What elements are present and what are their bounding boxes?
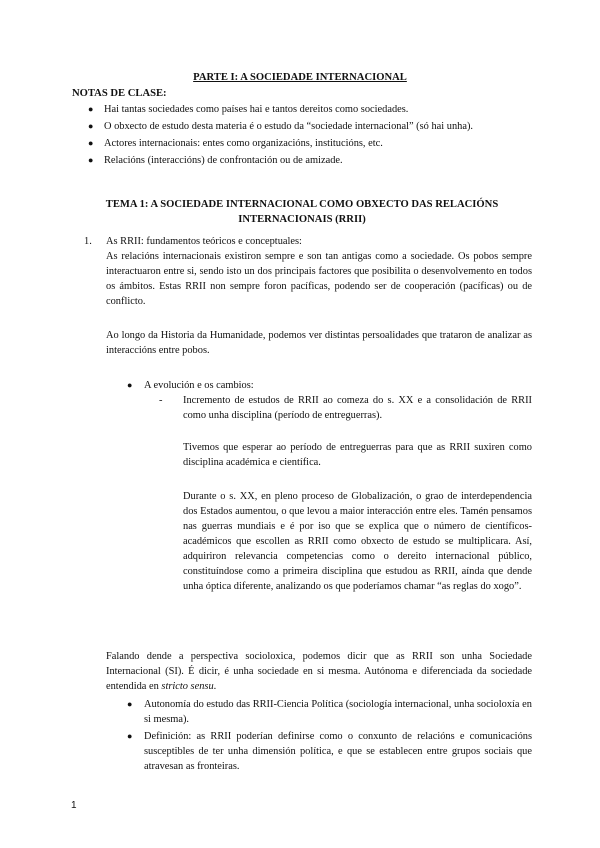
bullet-icon: ● <box>127 731 133 741</box>
section-1-body-2 <box>106 328 532 358</box>
notes-list <box>88 102 532 170</box>
bullet-icon: ● <box>127 699 133 709</box>
list-item: ● Definición: as RRII poderían definirse como o conxunto de relacións e comunicacións susceptibles de ter unha dimensión política, e que se establecen entre grupos sociais que atravesan as fronteiras. <box>127 731 532 772</box>
list-item: ● Autonomía do estudo das RRII-Ciencia Política (sociología internacional, unha socioloxía en si mesma). <box>127 699 532 725</box>
bullet-icon: ● <box>88 104 94 114</box>
notes-heading: NOTAS DE CLASE: <box>72 88 167 99</box>
bullet-icon: ● <box>88 121 94 131</box>
evolution-bullet: ● A evolución e os cambios: <box>127 380 254 391</box>
list-item: ● Relacións (interaccións) de confrontación ou de amizade. <box>88 155 343 166</box>
section-1-body <box>106 249 532 309</box>
dash-paragraph-1: Incremento de estudos de RRII ao comeza do s. XX e a consolidación de RRII como unha disciplina (período de entreguerras). <box>183 395 532 421</box>
list-item: ● O obxecto de estudo desta materia é o estudo da “sociedade internacional” (só hai unha). <box>88 121 474 132</box>
page-number: 1 <box>71 800 77 811</box>
section-number: 1. <box>84 236 92 247</box>
list-item: ● Actores internacionais: entes como organizacións, institucións, etc. <box>88 138 383 149</box>
list-item: ● Hai tantas sociedades como países hai e tantos dereitos como sociedades. <box>88 104 409 115</box>
dash-paragraph-3: Durante o s. XX, en pleno proceso de Globalización, o grao de interdependencia dos Estados aumentou, o que levou a maior interacción entre eles. Tamén pensamos nas guerras mundiais e é por iso que se explica que o número de científicos- académicos que escollen as RRII como obxecto de estudo se multiplicara. Así, adquiriron relevancia competencias como o dereito internacional público, constituíndose como a primeira disciplina que estudou as RRII, aínda que dende unha óptica diferente, analizando os que poderíamos chamar “as reglas do xogo”. <box>183 491 532 592</box>
bullet-icon: ● <box>88 138 94 148</box>
italic-term: stricto sensu <box>161 681 214 692</box>
dash-paragraph-2: Tivemos que esperar ao período de entreguerras para que as RRII suxiren como disciplina académica e científica. <box>183 442 532 468</box>
dash-marker: - <box>159 395 163 406</box>
bullet-icon: ● <box>88 155 94 165</box>
bullet-icon: ● <box>127 380 133 390</box>
part-title: PARTE I: A SOCIEDADE INTERNACIONAL <box>193 72 407 83</box>
sociological-paragraph: Falando dende a perspectiva socioloxica, podemos dicir que as RRII son unha Sociedade Internacional (SI). É dicir, é unha sociedade en si mesma. Autónoma e diferenciada da sociedade entendida en stricto sensu. <box>106 651 532 692</box>
paragraph: As relacións internacionais existiron sempre e son tan antigas como a sociedade. Os pobos sempre interactuaron entre si, sendo isto un dos principais factores que posibilita o desenvolvemento en todos os ámbitos. Estas RRII non sempre foron pacíficas, podendo ser de cooperación (pacíficas) ou de conflicto. <box>106 251 532 307</box>
section-1 <box>84 234 532 249</box>
tema-title: TEMA 1: A SOCIEDADE INTERNACIONAL COMO OBXECTO DAS RELACIÓNS INTERNACIONAIS (RRII) <box>105 199 499 225</box>
paragraph: Ao longo da Historia da Humanidade, podemos ver distintas persoalidades que trataron de analizar as interaccións entre pobos. <box>106 330 532 356</box>
section-heading: As RRII: fundamentos teóricos e conceptuales: <box>106 236 302 247</box>
